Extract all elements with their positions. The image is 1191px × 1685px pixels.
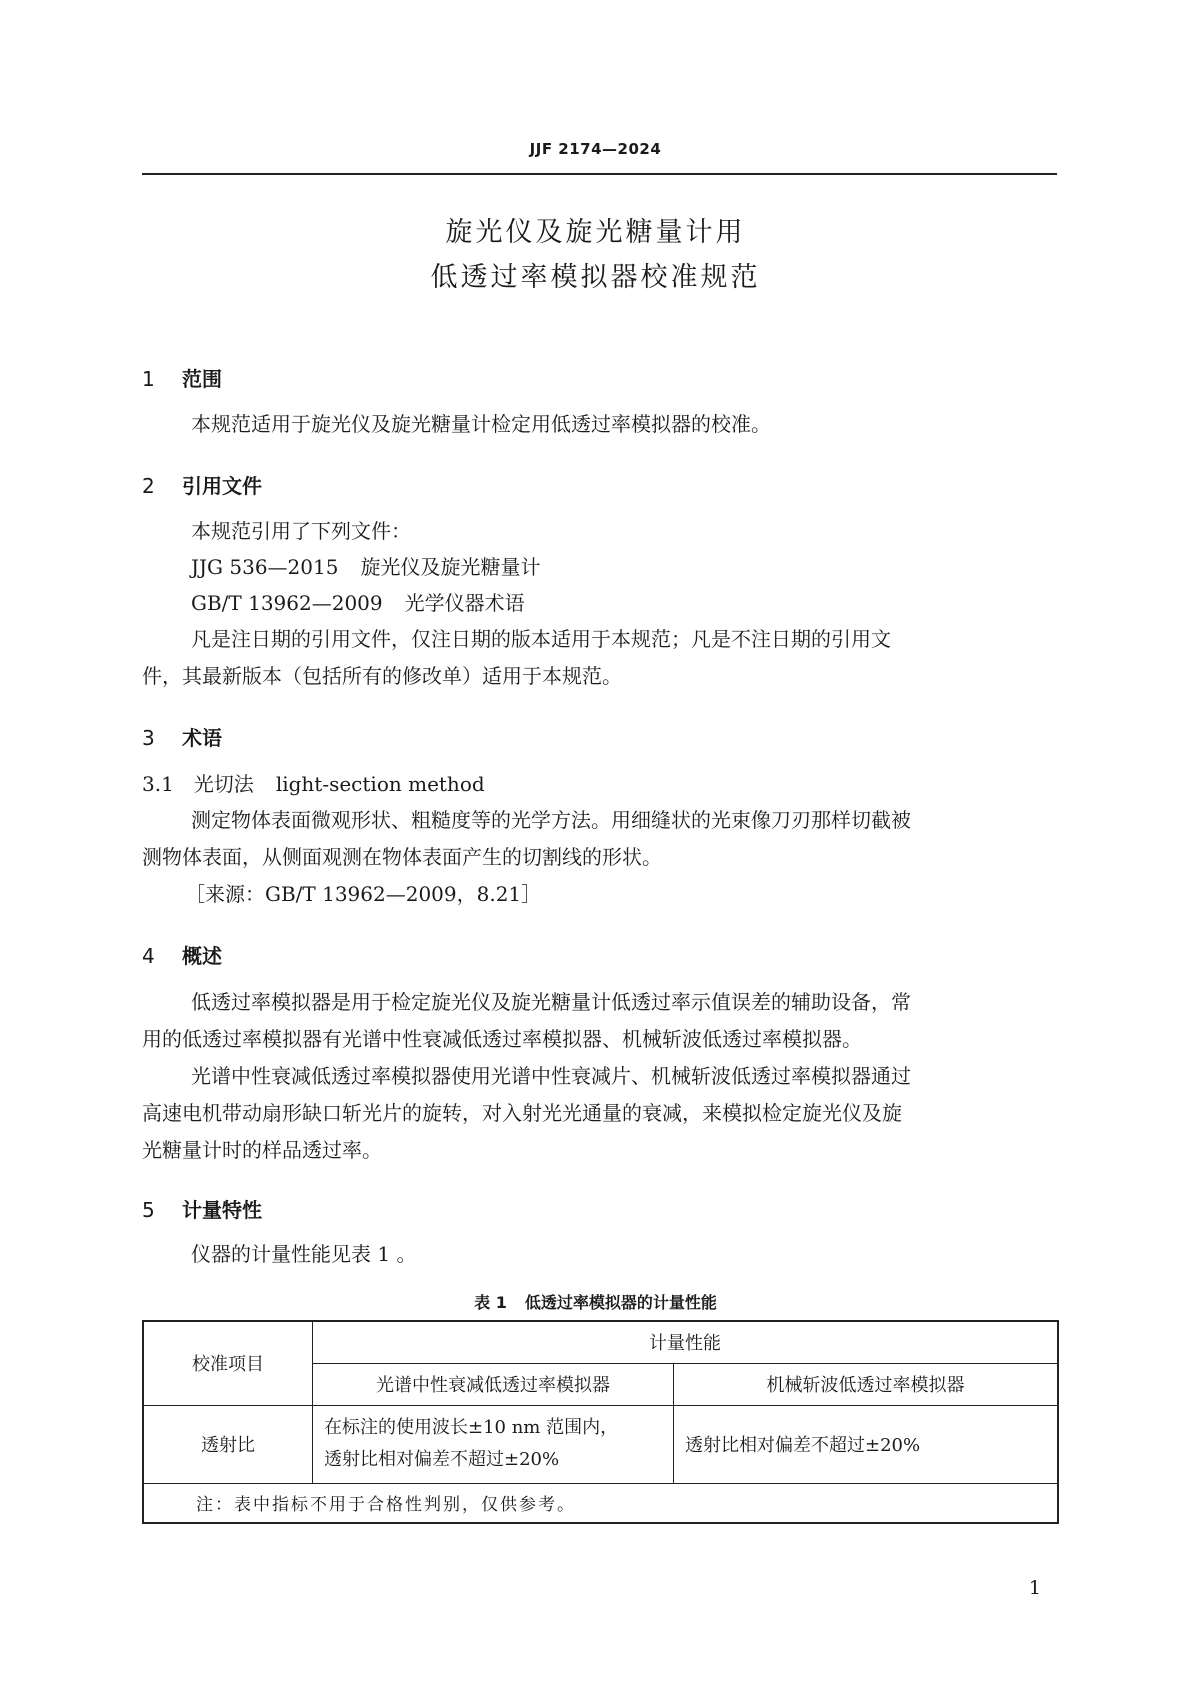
reference-item — [191, 585, 525, 622]
header-rule — [142, 173, 1057, 175]
section-1-heading — [142, 363, 222, 392]
overview-paragraph-2: 光谱中性衰减低透过率模拟器使用光谱中性衰减片、机械斩波低透过率模拟器通过 高速电机带动扇形缺口斩光片的旋转，对入射光光通量的衰减，来模拟检定旋光仪及旋 光糖量计时的样品透过率。 — [142, 1064, 911, 1162]
term-source: ［来源：GB/T 13962—2009，8.21］ — [185, 882, 542, 906]
table-caption-number: 表 1 — [474, 1293, 507, 1312]
section-number: 3 — [142, 726, 155, 750]
table-row-item: 透射比 — [143, 1405, 313, 1483]
table-caption — [0, 1290, 1191, 1313]
document-title-line2: 低透过率模拟器校准规范 — [430, 262, 761, 293]
section-number: 1 — [142, 367, 155, 391]
term-definition: 测定物体表面微观形状、粗糙度等的光学方法。用细缝状的光束像刀刃那样切截被 测物体表面，从侧面观测在物体表面产生的切割线的形状。 — [142, 808, 911, 869]
reference-name: 光学仪器术语 — [404, 591, 525, 615]
section-title: 术语 — [182, 726, 222, 750]
table-header-col1: 光谱中性衰减低透过率模拟器 — [313, 1363, 674, 1405]
section-title: 计量特性 — [182, 1198, 262, 1222]
reference-code: GB/T 13962—2009 — [191, 591, 383, 615]
table-cell-col1: 在标注的使用波长±10 nm 范围内， 透射比相对偏差不超过±20% — [313, 1405, 674, 1483]
section-number: 5 — [142, 1198, 155, 1222]
reference-name: 旋光仪及旋光糖量计 — [360, 555, 541, 579]
term-english: light-section method — [275, 772, 485, 796]
section-5-text: 仪器的计量性能见表 1 。 — [191, 1242, 417, 1266]
references-note: 凡是注日期的引用文件，仅注日期的版本适用于本规范；凡是不注日期的引用文 件，其最新版本（包括所有的修改单）适用于本规范。 — [142, 627, 891, 688]
section-2-heading — [142, 470, 262, 499]
references-intro: 本规范引用了下列文件： — [191, 519, 411, 543]
table-header-performance: 计量性能 — [313, 1321, 1059, 1363]
term-entry — [142, 766, 485, 803]
section-number: 2 — [142, 474, 155, 498]
section-title: 概述 — [182, 944, 222, 968]
table-header-item: 校准项目 — [143, 1321, 313, 1405]
table-header-col2: 机械斩波低透过率模拟器 — [674, 1363, 1059, 1405]
section-4-heading — [142, 940, 222, 969]
section-3-heading — [142, 722, 222, 751]
section-number: 4 — [142, 944, 155, 968]
term-chinese: 光切法 — [193, 772, 254, 796]
page-number: 1 — [1028, 1577, 1041, 1599]
table-caption-title: 低透过率模拟器的计量性能 — [524, 1293, 717, 1312]
reference-code: JJG 536—2015 — [191, 555, 339, 579]
overview-paragraph-1: 低透过率模拟器是用于检定旋光仪及旋光糖量计低透过率示值误差的辅助设备，常 用的低透过率模拟器有光谱中性衰减低透过率模拟器、机械斩波低透过率模拟器。 — [142, 990, 911, 1051]
document-code-header: JJF 2174—2024 — [529, 140, 662, 158]
document-title-line1: 旋光仪及旋光糖量计用 — [445, 217, 746, 248]
table-note: 注：表中指标不用于合格性判别，仅供参考。 — [143, 1483, 1058, 1523]
metrology-table — [142, 1320, 1059, 1524]
table-cell-col2: 透射比相对偏差不超过±20% — [674, 1405, 1059, 1483]
term-number: 3.1 — [142, 772, 174, 796]
section-5-heading — [142, 1194, 262, 1223]
section-title: 引用文件 — [182, 474, 262, 498]
reference-item — [191, 549, 540, 586]
section-1-text: 本规范适用于旋光仪及旋光糖量计检定用低透过率模拟器的校准。 — [191, 412, 771, 436]
section-title: 范围 — [182, 367, 222, 391]
